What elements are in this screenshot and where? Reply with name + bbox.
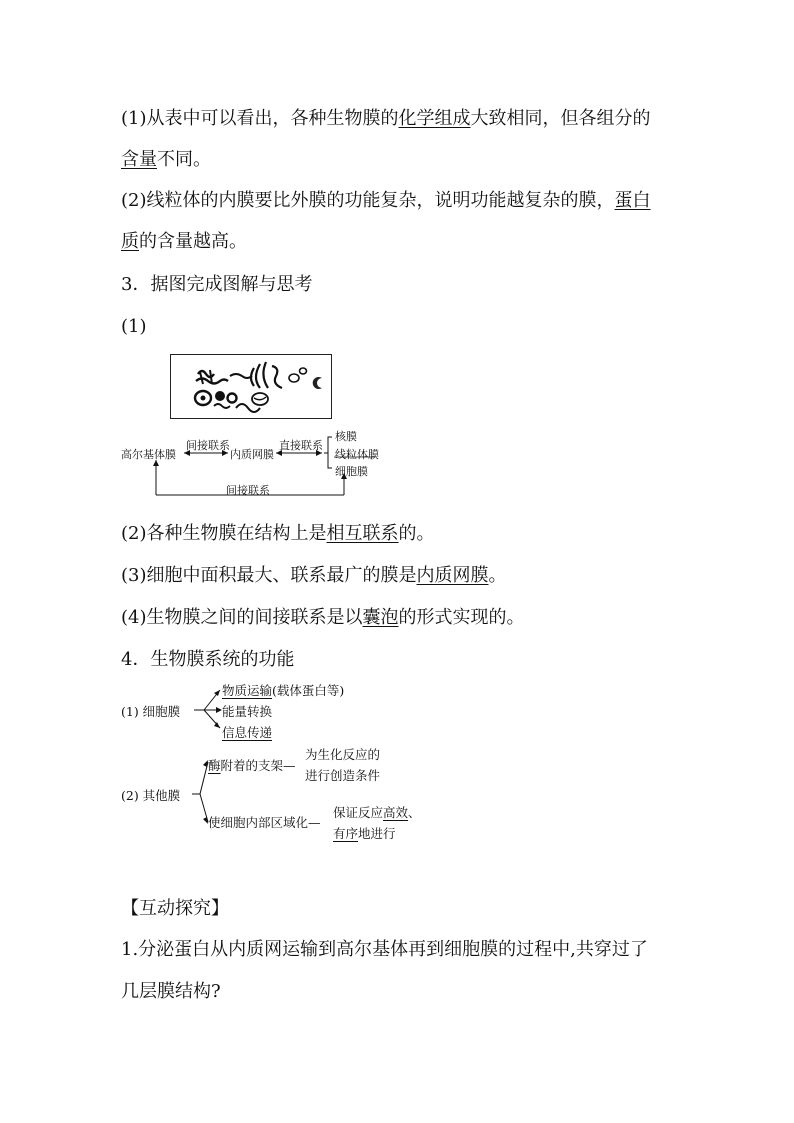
label-mito-membrane: 线粒体膜 [335,448,379,461]
label-orderly-proceed: 有序地进行 [333,826,396,841]
answer-vesicle: 囊泡 [362,607,399,628]
answer-chemical-composition: 化学组成 [398,108,471,129]
label-indirect-top: 间接联系 [186,439,230,452]
answer-protein-1: 蛋白 [614,190,651,211]
label-enzyme-scaffold: 酶附着的支架— [208,758,296,773]
section-3-q1-label: (1) [121,316,147,337]
section-3-q3: (3)细胞中面积最大、联系最广的膜是内质网膜。 [121,565,507,586]
label-biochem-reaction: 为生化反应的 [305,747,381,762]
label-information-transfer: 信息传递 [222,725,273,740]
label-material-transport: 物质运输(载体蛋白等) [222,683,345,698]
label-er-membrane: 内质网膜 [230,448,274,461]
label-direct: 直接联系 [279,439,323,452]
section-3-q2: (2)各种生物膜在结构上是相互联系的。 [121,523,435,544]
paragraph-1-line-1: (1)从表中可以看出，各种生物膜的化学组成大致相同，但各组分的 [121,108,651,129]
paragraph-2-line-1: (2)线粒体的内膜要比外膜的功能复杂，说明功能越复杂的膜，蛋白 [121,190,651,211]
paragraph-2-line-2: 质的含量越高。 [121,231,247,252]
label-cell-membrane: 细胞膜 [335,465,368,478]
label-nuclear-membrane: 核膜 [335,430,357,443]
answer-er-membrane: 内质网膜 [416,565,489,586]
cell-micrograph-illustration [170,354,332,420]
answer-protein-2: 质 [121,231,139,252]
interactive-title: 【互动探究】 [121,898,229,919]
section-3-title: 3．据图完成图解与思考 [121,274,313,295]
label-other-membrane-root: (2) 其他膜 [121,788,181,803]
paragraph-1-line-2: 含量不同。 [121,149,211,170]
label-create-conditions: 进行创造条件 [305,768,381,783]
label-golgi-membrane: 高尔基体膜 [121,448,176,461]
label-cell-membrane-root: (1) 细胞膜 [121,704,181,719]
label-ensure-efficient: 保证反应高效、 [333,805,421,820]
answer-content: 含量 [121,149,157,170]
interactive-q1-line-1: 1.分泌蛋白从内质网运输到高尔基体再到细胞膜的过程中,共穿过了 [121,939,648,960]
label-indirect-bottom: 间接联系 [226,484,270,497]
section-3-q4: (4)生物膜之间的间接联系是以囊泡的形式实现的。 [121,607,525,628]
label-energy-conversion: 能量转换 [222,704,273,719]
section-4-title: 4．生物膜系统的功能 [121,649,295,670]
answer-interconnected: 相互联系 [326,523,399,544]
label-compartmentalization: 使细胞内部区域化— [208,815,321,830]
interactive-q1-line-2: 几层膜结构? [121,981,221,1002]
